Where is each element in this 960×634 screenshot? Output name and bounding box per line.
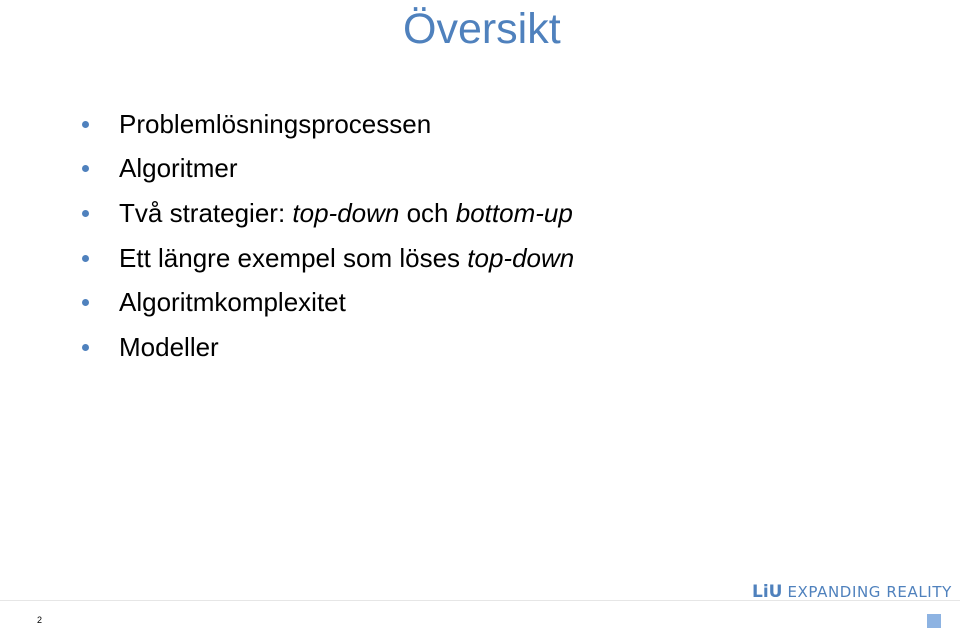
bullet-text-italic: bottom-up: [455, 197, 573, 228]
bullet-item: [82, 325, 574, 370]
bullet-text-italic: top-down: [292, 197, 400, 228]
bullet-item: [82, 236, 574, 281]
page-number: 2: [37, 615, 43, 625]
bullet-item: [82, 280, 574, 325]
logo-tagline: EXPANDING REALITY: [787, 583, 952, 601]
bullet-text-part: Algoritmkomplexitet: [119, 287, 346, 318]
bullet-dot-icon: [82, 255, 89, 262]
bullet-text-part: och: [399, 197, 456, 228]
bullet-text-italic: top-down: [467, 242, 575, 273]
bullet-text-part: Två strategier:: [119, 197, 293, 228]
bullet-text-part: Ett längre exempel som löses: [119, 242, 468, 273]
bullet-text-part: Algoritmer: [119, 153, 238, 184]
bullet-item: [82, 102, 574, 147]
bullet-text: [119, 109, 431, 140]
bullet-dot-icon: [82, 121, 89, 128]
bullet-text: [119, 332, 219, 363]
slide-title: Översikt: [403, 5, 561, 53]
bullet-dot-icon: [82, 165, 89, 172]
bullet-text: [119, 198, 573, 229]
bullet-dot-icon: [82, 344, 89, 351]
corner-square-icon: [927, 614, 941, 628]
slide-title-wrap: [403, 4, 561, 54]
bullet-text-part: Problemlösningsprocessen: [119, 108, 432, 139]
bullet-text-part: Modeller: [119, 331, 219, 362]
bullet-item: [82, 147, 574, 192]
bullet-dot-icon: [82, 299, 89, 306]
liu-logo: [752, 582, 952, 602]
bullet-text: [119, 153, 237, 184]
logo-brand: LiU: [752, 582, 783, 602]
bullet-text: [119, 243, 574, 274]
bullet-text: [119, 287, 346, 318]
bullet-list: [82, 102, 574, 370]
bullet-item: [82, 191, 574, 236]
bullet-dot-icon: [82, 210, 89, 217]
